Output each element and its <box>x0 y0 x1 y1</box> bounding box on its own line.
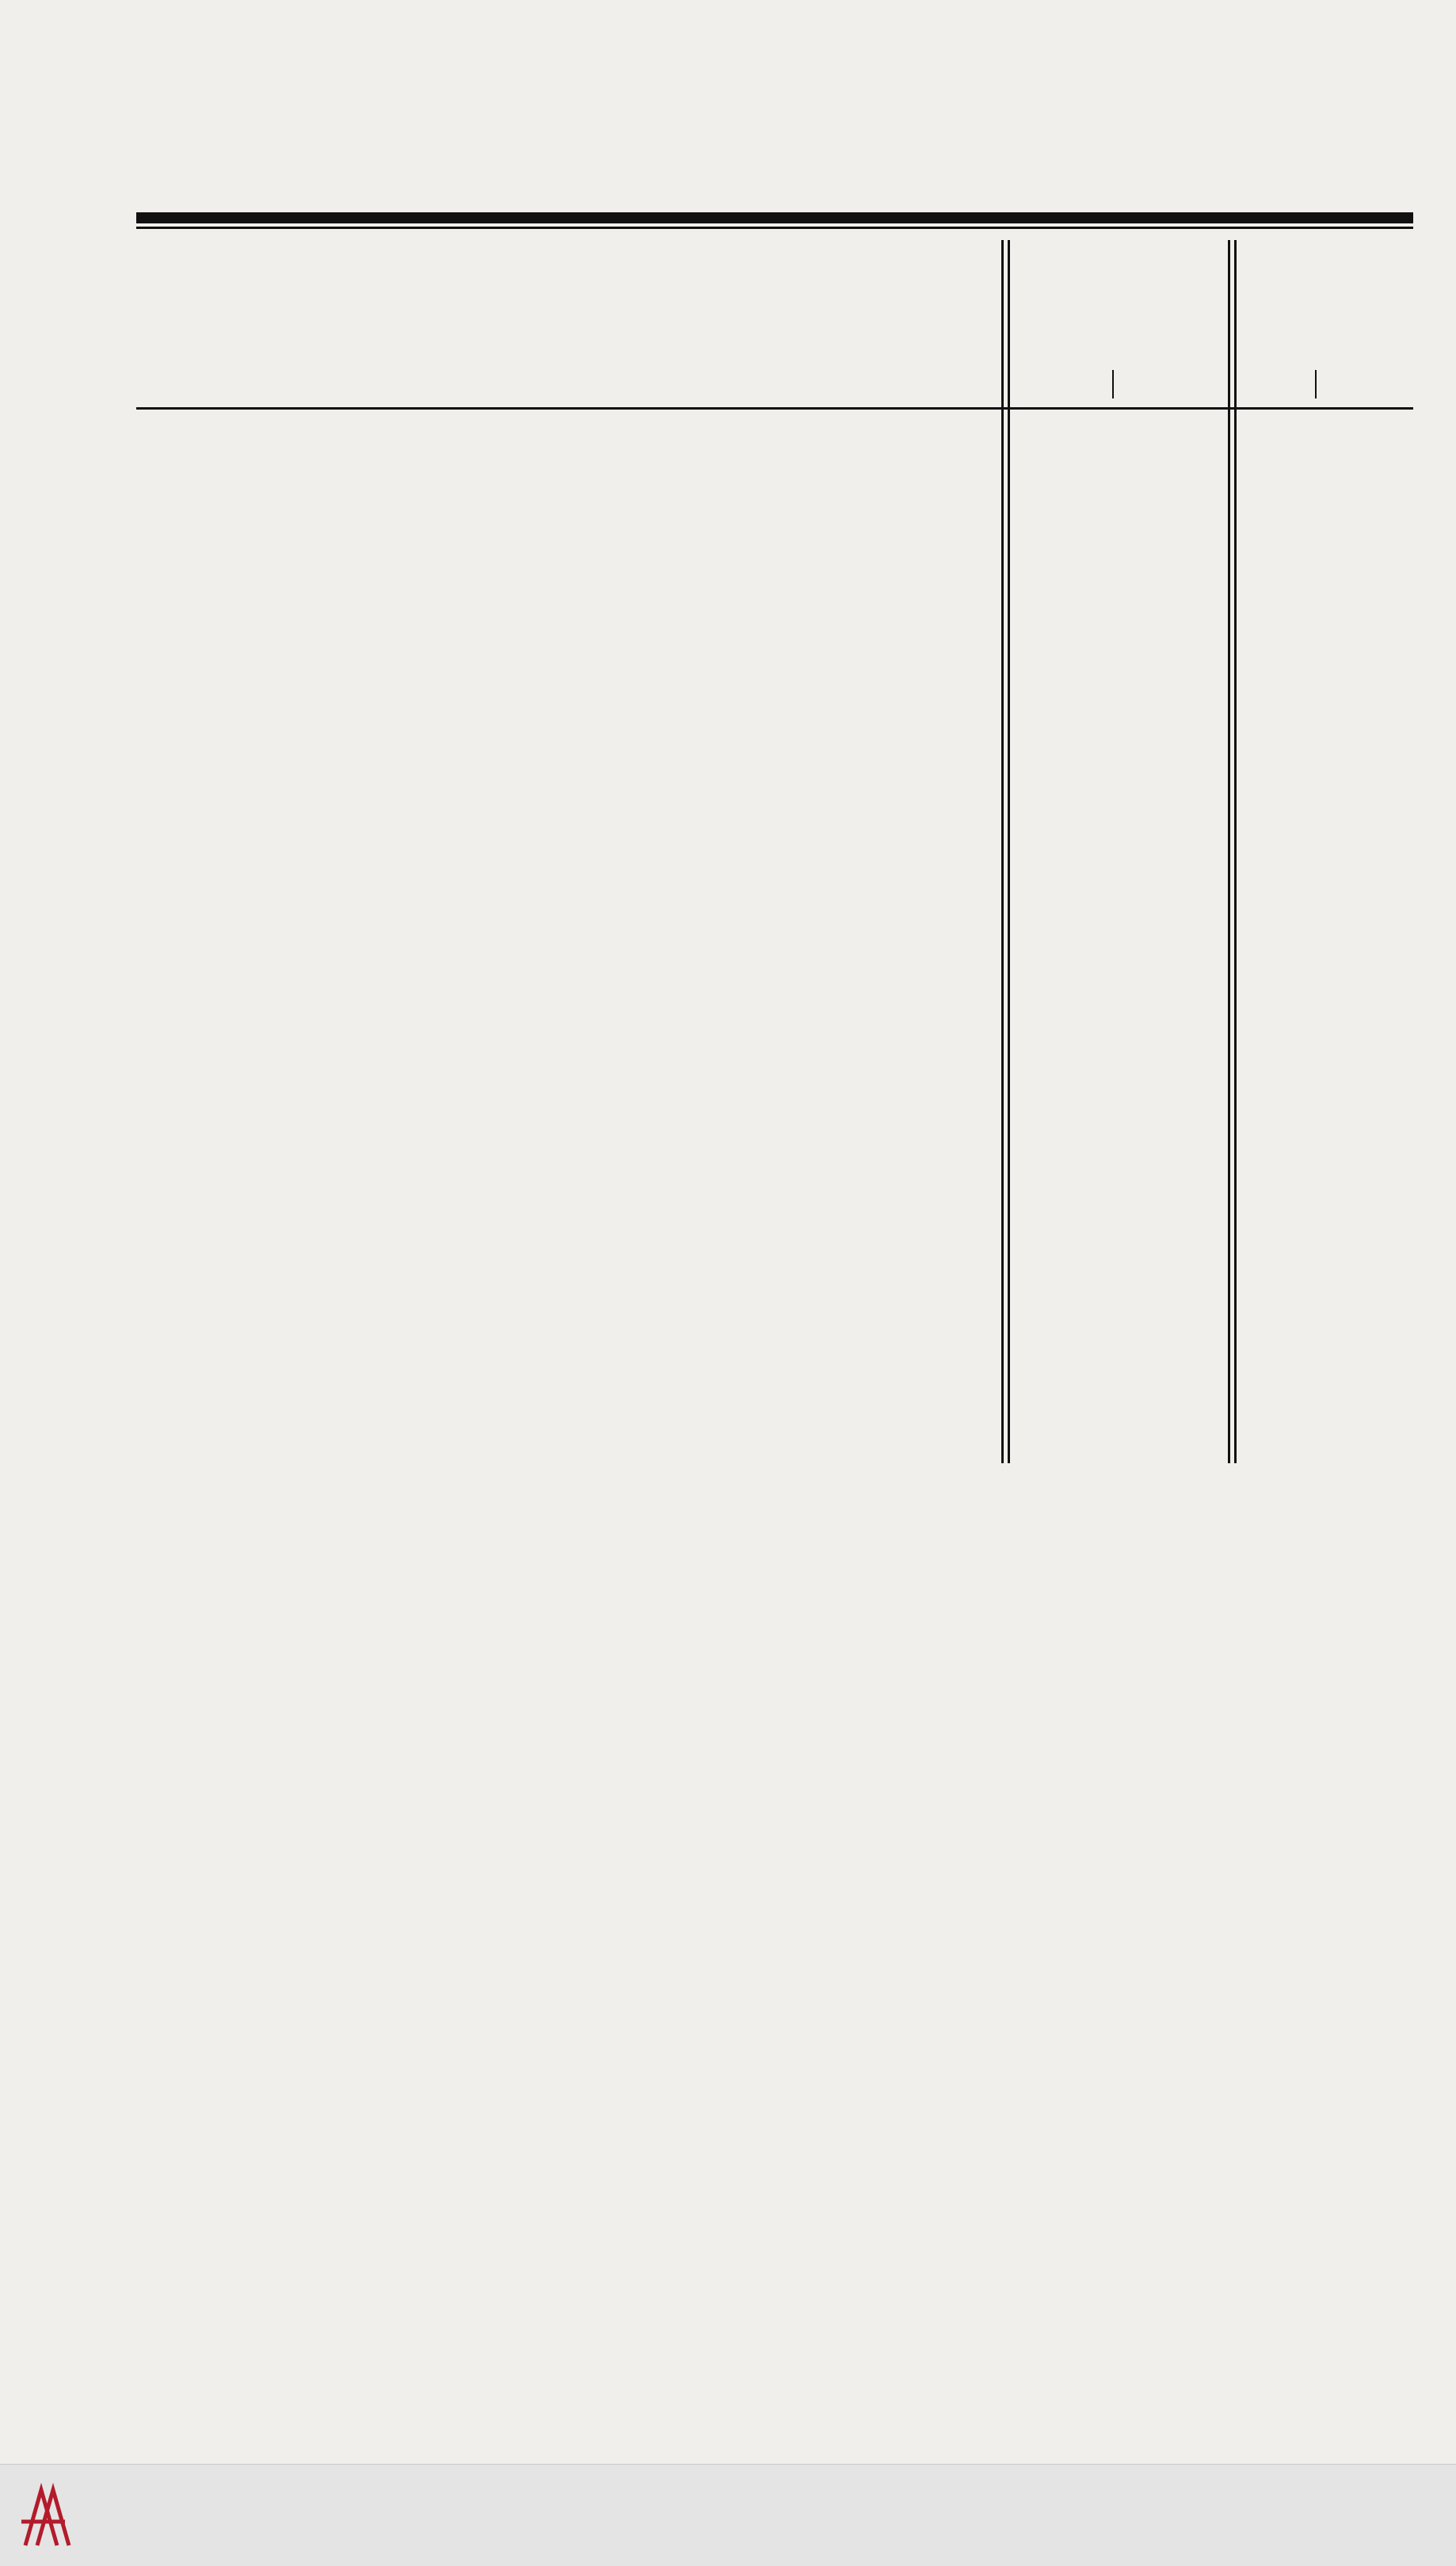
fare-table <box>136 212 1413 1466</box>
table-row <box>136 1323 1413 1359</box>
table-row <box>136 1252 1413 1287</box>
table-row <box>136 1073 1413 1109</box>
table-row <box>136 574 1413 610</box>
table-row <box>136 467 1413 503</box>
table-row <box>136 610 1413 646</box>
table-row <box>136 1430 1413 1466</box>
table-row <box>136 1359 1413 1394</box>
table-row <box>136 1002 1413 1038</box>
divider <box>1228 240 1230 410</box>
table-row <box>136 753 1413 788</box>
table-row <box>136 1180 1413 1216</box>
divider <box>1008 240 1010 410</box>
table-row <box>136 503 1413 539</box>
library-logo-icon <box>17 2466 81 2561</box>
divider <box>1234 240 1237 410</box>
table-row <box>136 1109 1413 1145</box>
table-top-rule <box>136 212 1413 223</box>
table-header <box>136 229 1413 410</box>
table-row <box>136 1145 1413 1180</box>
divider <box>1001 240 1004 410</box>
table-row <box>136 931 1413 967</box>
table-row <box>136 1216 1413 1252</box>
table-row <box>136 539 1413 574</box>
table-row <box>136 432 1413 467</box>
table-row <box>136 646 1413 681</box>
table-row <box>136 1287 1413 1323</box>
table-row <box>136 967 1413 1002</box>
table-row <box>136 717 1413 753</box>
table-row <box>136 1394 1413 1430</box>
table-body <box>136 410 1413 1466</box>
footer-bar <box>0 2464 1456 2566</box>
divider <box>1315 370 1317 398</box>
table-row <box>136 860 1413 895</box>
table-row <box>136 1038 1413 1073</box>
divider <box>1112 370 1114 398</box>
table-row <box>136 681 1413 717</box>
table-row <box>136 895 1413 931</box>
table-row <box>136 824 1413 860</box>
table-row <box>136 788 1413 824</box>
